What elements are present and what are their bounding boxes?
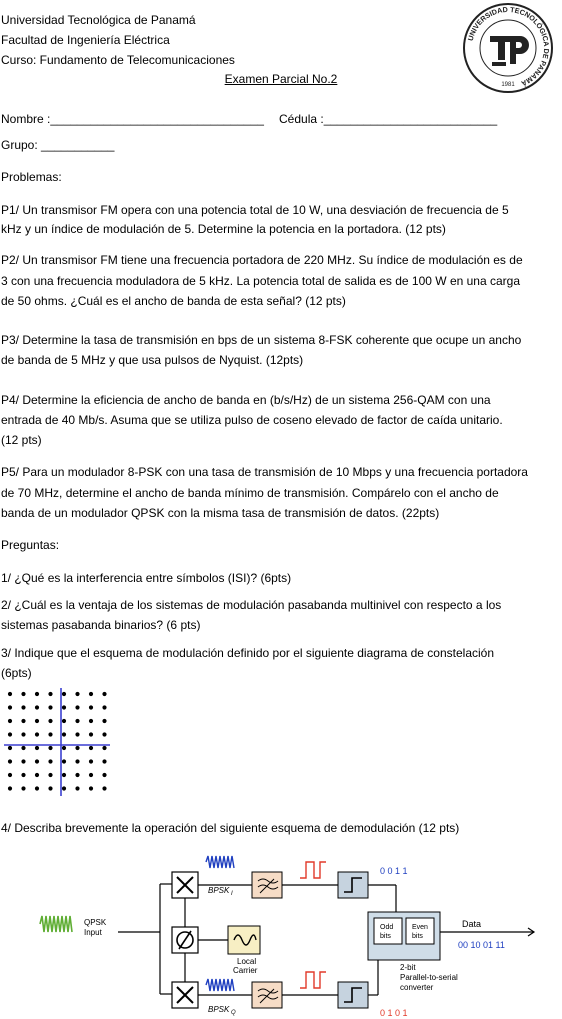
constellation-point xyxy=(89,732,93,736)
lowpass-filter-q xyxy=(252,982,282,1008)
constellation-point xyxy=(8,746,12,750)
constellation-point xyxy=(48,719,52,723)
qpsk-demodulator-diagram xyxy=(38,852,538,1018)
comparator-i xyxy=(338,872,368,898)
question-2-line-1: 2/ ¿Cuál es la ventaja de los sistemas de modulación pasabanda multinivel con respecto a los xyxy=(1,598,502,612)
problem-2-line-3: de 50 ohms. ¿Cuál es el ancho de banda de esta señal? (12 pts) xyxy=(1,294,346,308)
problem-4-line-3: (12 pts) xyxy=(1,433,42,447)
constellation-point xyxy=(75,692,79,696)
constellation-point xyxy=(102,732,106,736)
problem-5-line-3: banda de un modulador QPSK con la misma tasa de transmisión de datos. (22pts) xyxy=(1,506,440,520)
even-bits-label-2: bits xyxy=(412,933,423,940)
constellation-point xyxy=(21,759,25,763)
constellation-point xyxy=(8,759,12,763)
problem-5-line-1: P5/ Para un modulador 8-PSK con una tasa de transmisión de 10 Mbps y una frecuencia portadora xyxy=(1,465,528,479)
constellation-point xyxy=(48,746,52,750)
faculty-name: Facultad de Ingeniería Eléctrica xyxy=(1,33,170,47)
constellation-point xyxy=(8,692,12,696)
logo-year: 1981 xyxy=(501,82,515,88)
constellation-point xyxy=(102,773,106,777)
constellation-point xyxy=(89,746,93,750)
bpsk-i-label: BPSK xyxy=(208,886,230,895)
q-bits: 0 1 0 1 xyxy=(380,1008,408,1018)
constellation-point xyxy=(48,773,52,777)
constellation-point xyxy=(8,732,12,736)
constellation-point xyxy=(62,719,66,723)
constellation-point xyxy=(102,759,106,763)
constellation-point xyxy=(48,692,52,696)
constellation-point xyxy=(21,692,25,696)
constellation-point xyxy=(48,786,52,790)
odd-bits-label-1: Odd xyxy=(380,924,394,931)
problem-1-line-1: P1/ Un transmisor FM opera con una potencia total de 10 W, una desviación de frecuencia de 5 xyxy=(1,203,509,217)
bpsk-i-waveform xyxy=(206,856,234,868)
id-field: Cédula :__________________________ xyxy=(279,112,498,126)
constellation-point xyxy=(35,759,39,763)
constellation-point xyxy=(35,705,39,709)
constellation-point xyxy=(8,786,12,790)
constellation-point xyxy=(75,786,79,790)
constellation-point xyxy=(35,692,39,696)
problems-heading: Problemas: xyxy=(1,170,62,184)
odd-bits-label-2: bits xyxy=(380,933,391,940)
course-name: Curso: Fundamento de Telecomunicaciones xyxy=(1,53,235,67)
bpsk-q-sub: Q xyxy=(231,1010,236,1016)
bpsk-q-label: BPSK xyxy=(208,1005,230,1014)
problem-3-line-2: de banda de 5 MHz y que usa pulsos de Nyquist. (12pts) xyxy=(1,353,304,367)
converter-label-3: converter xyxy=(400,983,434,992)
constellation-point xyxy=(21,705,25,709)
constellation-point xyxy=(35,746,39,750)
constellation-point xyxy=(75,773,79,777)
constellation-point xyxy=(35,786,39,790)
problem-2-line-1: P2/ Un transmisor FM tiene una frecuencia portadora de 220 MHz. Su índice de modulación es de xyxy=(1,253,523,267)
constellation-point xyxy=(48,759,52,763)
local-carrier-label-2: Carrier xyxy=(233,966,258,975)
constellation-point xyxy=(89,719,93,723)
bpsk-i-sub: I xyxy=(231,891,233,897)
data-output-label: Data xyxy=(462,919,482,929)
lowpass-filter-i xyxy=(252,872,282,898)
odd-bits-register xyxy=(374,918,402,944)
question-1: 1/ ¿Qué es la interferencia entre símbolos (ISI)? (6pts) xyxy=(1,571,292,585)
constellation-point xyxy=(75,746,79,750)
exam-title: Examen Parcial No.2 xyxy=(224,72,338,86)
constellation-point xyxy=(21,732,25,736)
converter-label-1: 2-bit xyxy=(400,963,416,972)
constellation-point xyxy=(21,773,25,777)
constellation-point xyxy=(35,719,39,723)
constellation-point xyxy=(89,705,93,709)
constellation-point xyxy=(48,705,52,709)
problem-1-line-2: kHz y un índice de modulación de 5. Determine la potencia en la portadora. (12 pts) xyxy=(1,222,446,236)
constellation-point xyxy=(48,732,52,736)
constellation-point xyxy=(8,719,12,723)
question-3-line-2: (6pts) xyxy=(1,666,32,680)
qpsk-input-waveform xyxy=(40,916,72,932)
constellation-point xyxy=(102,786,106,790)
constellation-point xyxy=(75,705,79,709)
comparator-q xyxy=(338,982,368,1008)
constellation-point xyxy=(102,705,106,709)
logo-ring-text: UNIVERSIDAD TECNOLÓGICA DE PANAMÁ xyxy=(465,4,552,89)
constellation-point xyxy=(62,705,66,709)
constellation-point xyxy=(89,773,93,777)
baseband-i-waveform xyxy=(300,862,326,878)
problem-3-line-1: P3/ Determine la tasa de transmisión en bps de un sistema 8-FSK coherente que ocupe un ancho xyxy=(1,333,522,347)
constellation-point xyxy=(75,732,79,736)
constellation-point xyxy=(62,746,66,750)
constellation-point xyxy=(21,746,25,750)
problem-4-line-1: P4/ Determine la eficiencia de ancho de banda en (b/s/Hz) de un sistema 256-QAM con una xyxy=(1,393,491,407)
constellation-point xyxy=(21,719,25,723)
even-bits-label-1: Even xyxy=(412,924,428,931)
constellation-diagram xyxy=(4,688,110,796)
local-carrier-oscillator xyxy=(228,926,260,954)
constellation-point xyxy=(62,732,66,736)
university-name: Universidad Tecnológica de Panamá xyxy=(1,13,196,27)
problem-2-line-2: 3 con una frecuencia moduladora de 5 kHz. La potencia total de salida es de 100 W en una carga xyxy=(1,274,521,288)
qpsk-input-label-1: QPSK xyxy=(84,918,107,927)
questions-heading: Preguntas: xyxy=(1,538,60,552)
converter-label-2: Parallel-to-serial xyxy=(400,973,458,982)
bpsk-q-waveform xyxy=(206,979,234,991)
constellation-point xyxy=(35,773,39,777)
constellation-point xyxy=(62,773,66,777)
constellation-point xyxy=(8,705,12,709)
constellation-point xyxy=(62,759,66,763)
local-carrier-label-1: Local xyxy=(237,957,257,966)
constellation-points xyxy=(8,692,107,791)
i-bits: 0 0 1 1 xyxy=(380,866,408,876)
constellation-point xyxy=(62,692,66,696)
constellation-point xyxy=(89,692,93,696)
name-field: Nombre :________________________________ xyxy=(1,112,264,126)
question-3-line-1: 3/ Indique que el esquema de modulación definido por el siguiente diagrama de constelación xyxy=(1,646,495,660)
constellation-point xyxy=(62,786,66,790)
baseband-q-waveform xyxy=(300,972,326,988)
problem-5-line-2: de 70 MHz, determine el ancho de banda mínimo de transmisión. Compárelo con el ancho de xyxy=(1,486,499,500)
constellation-point xyxy=(35,732,39,736)
constellation-point xyxy=(8,773,12,777)
constellation-point xyxy=(21,786,25,790)
constellation-point xyxy=(75,719,79,723)
university-seal-logo xyxy=(462,2,554,94)
constellation-point xyxy=(102,746,106,750)
constellation-point xyxy=(102,719,106,723)
constellation-point xyxy=(89,759,93,763)
constellation-point xyxy=(75,759,79,763)
constellation-point xyxy=(102,692,106,696)
data-output-bits: 00 10 01 11 xyxy=(458,940,505,950)
even-bits-register xyxy=(406,918,434,944)
question-4: 4/ Describa brevemente la operación del siguiente esquema de demodulación (12 pts) xyxy=(1,821,460,835)
question-2-line-2: sistemas pasabanda binarios? (6 pts) xyxy=(1,618,201,632)
qpsk-input-label-2: Input xyxy=(84,928,102,937)
problem-4-line-2: entrada de 40 Mb/s. Asuma que se utiliza pulso de coseno elevado de factor de caída unitario. xyxy=(1,413,503,427)
group-field: Grupo: ___________ xyxy=(1,138,115,152)
constellation-point xyxy=(89,786,93,790)
